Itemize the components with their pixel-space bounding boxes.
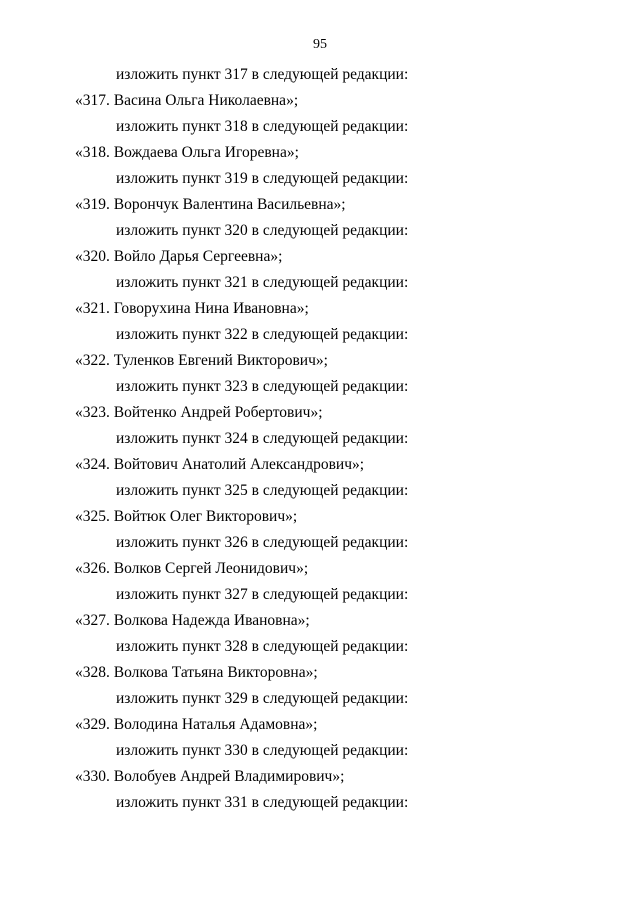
amendment-instruction: изложить пункт 320 в следующей редакции:: [116, 222, 409, 239]
amendment-instruction: изложить пункт 327 в следующей редакции:: [116, 586, 409, 603]
amended-entry: «322. Туленков Евгений Викторович»;: [75, 352, 328, 369]
amended-entry: «325. Войтюк Олег Викторович»;: [75, 508, 298, 525]
amendment-instruction: изложить пункт 317 в следующей редакции:: [116, 66, 409, 83]
amended-entry: «318. Вождаева Ольга Игоревна»;: [75, 144, 299, 161]
amended-entry: «321. Говорухина Нина Ивановна»;: [75, 300, 309, 317]
amended-entry: «328. Волкова Татьяна Викторовна»;: [75, 664, 318, 681]
amended-entry: «324. Войтович Анатолий Александрович»;: [75, 456, 365, 473]
amended-entry: «320. Войло Дарья Сергеевна»;: [75, 248, 283, 265]
amendment-instruction: изложить пункт 323 в следующей редакции:: [116, 378, 409, 395]
page-number: 95: [313, 37, 327, 52]
amended-entry: «330. Волобуев Андрей Владимирович»;: [75, 768, 345, 785]
amended-entry: «319. Ворончук Валентина Васильевна»;: [75, 196, 346, 213]
amended-entry: «323. Войтенко Андрей Робертович»;: [75, 404, 323, 421]
amended-entry: «317. Васина Ольга Николаевна»;: [75, 92, 299, 109]
amended-entry: «326. Волков Сергей Леонидович»;: [75, 560, 309, 577]
amended-entry: «327. Волкова Надежда Ивановна»;: [75, 612, 310, 629]
amendment-instruction: изложить пункт 331 в следующей редакции:: [116, 794, 409, 811]
amendment-instruction: изложить пункт 318 в следующей редакции:: [116, 118, 409, 135]
amendment-instruction: изложить пункт 328 в следующей редакции:: [116, 638, 409, 655]
document-body: [0, 64, 640, 818]
amendment-instruction: изложить пункт 330 в следующей редакции:: [116, 742, 409, 759]
amendment-instruction: изложить пункт 321 в следующей редакции:: [116, 274, 409, 291]
amendment-instruction: изложить пункт 329 в следующей редакции:: [116, 690, 409, 707]
amendment-instruction: изложить пункт 319 в следующей редакции:: [116, 170, 409, 187]
amended-entry: «329. Володина Наталья Адамовна»;: [75, 716, 318, 733]
amendment-instruction: изложить пункт 322 в следующей редакции:: [116, 326, 409, 343]
amendment-instruction: изложить пункт 325 в следующей редакции:: [116, 482, 409, 499]
amendment-instruction: изложить пункт 326 в следующей редакции:: [116, 534, 409, 551]
amendment-instruction: изложить пункт 324 в следующей редакции:: [116, 430, 409, 447]
